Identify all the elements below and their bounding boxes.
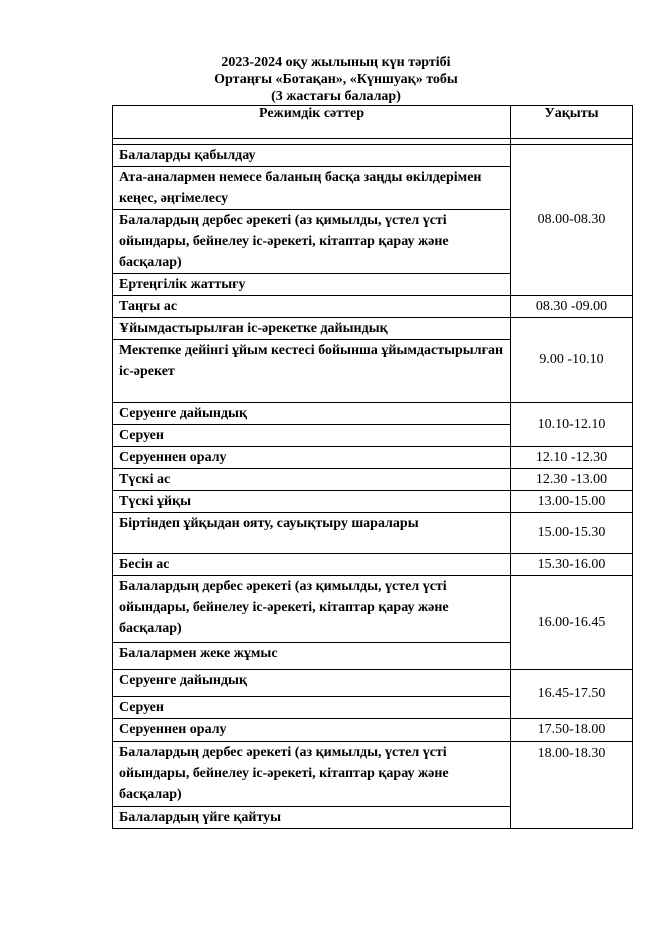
- activity-cell: Ата-аналармен немесе баланың басқа заңды өкілдерімен кеңес, әңгімелесу: [113, 167, 511, 210]
- activity-cell: Балаларды қабылдау: [113, 145, 511, 167]
- table-row: [113, 447, 633, 469]
- table-header-row: [113, 106, 633, 139]
- time-cell: 17.50-18.00: [511, 719, 633, 742]
- activity-cell: Ертеңгілік жаттығу: [113, 274, 511, 296]
- activity-cell: Балалармен жеке жұмыс: [113, 643, 511, 670]
- time-cell: 18.00-18.30: [511, 742, 633, 829]
- table-row: [113, 670, 633, 697]
- time-cell: 08.00-08.30: [511, 145, 633, 296]
- activity-cell: Серуенге дайындық: [113, 403, 511, 425]
- activity-cell: Балалардың дербес әрекеті (аз қимылды, үстел үсті ойындары, бейнелеу іс-әрекеті, кітаптар қарау және басқалар): [113, 576, 511, 643]
- header-time: Уақыты: [511, 106, 633, 139]
- time-cell: 12.30 -13.00: [511, 469, 633, 491]
- time-cell: 16.00-16.45: [511, 576, 633, 670]
- table-row: [113, 145, 633, 167]
- table-row: [113, 742, 633, 807]
- activity-cell: Балалардың дербес әрекеті (аз қимылды, үстел үсті ойындары, бейнелеу іс-әрекеті, кітаптар қарау және басқалар): [113, 210, 511, 274]
- table-row: [113, 719, 633, 742]
- activity-cell: Түскі ас: [113, 469, 511, 491]
- activity-cell: Бесін ас: [113, 554, 511, 576]
- time-cell: 9.00 -10.10: [511, 318, 633, 403]
- document-heading: [0, 54, 672, 105]
- activity-cell: Балалардың үйге қайтуы: [113, 807, 511, 829]
- time-cell: 13.00-15.00: [511, 491, 633, 513]
- activity-cell: Серуен: [113, 425, 511, 447]
- time-cell: 12.10 -12.30: [511, 447, 633, 469]
- time-cell: 15.30-16.00: [511, 554, 633, 576]
- table-row: [113, 554, 633, 576]
- time-cell: 08.30 -09.00: [511, 296, 633, 318]
- activity-cell: Таңғы ас: [113, 296, 511, 318]
- activity-cell: Серуен: [113, 697, 511, 719]
- activity-cell: Серуеннен оралу: [113, 447, 511, 469]
- time-cell: 16.45-17.50: [511, 670, 633, 719]
- activity-cell: Серуеннен оралу: [113, 719, 511, 742]
- table-row: [113, 318, 633, 340]
- time-cell: 15.00-15.30: [511, 513, 633, 554]
- time-cell: 10.10-12.10: [511, 403, 633, 447]
- heading-line-age: (3 жастағы балалар): [271, 89, 401, 104]
- activity-cell: Біртіндеп ұйқыдан ояту, сауықтыру шаралары: [113, 513, 511, 554]
- activity-cell: Мектепке дейінгі ұйым кестесі бойынша ұйымдастырылған іс-әрекет: [113, 340, 511, 403]
- table-row: [113, 469, 633, 491]
- table-row: [113, 296, 633, 318]
- table-row: [113, 491, 633, 513]
- schedule-table: [112, 105, 633, 829]
- header-activity: Режимдік сәттер: [113, 106, 511, 139]
- activity-cell: Түскі ұйқы: [113, 491, 511, 513]
- activity-cell: Ұйымдастырылған іс-әрекетке дайындық: [113, 318, 511, 340]
- table-row: [113, 576, 633, 643]
- activity-cell: Серуенге дайындық: [113, 670, 511, 697]
- table-row: [113, 403, 633, 425]
- activity-cell: Балалардың дербес әрекеті (аз қимылды, үстел үсті ойындары, бейнелеу іс-әрекеті, кітаптар қарау және басқалар): [113, 742, 511, 807]
- heading-line-year: 2023-2024 оқу жылының күн тәртібі: [221, 55, 451, 70]
- heading-line-group: Ортаңғы «Ботақан», «Күншуақ» тобы: [214, 72, 458, 87]
- table-row: [113, 513, 633, 554]
